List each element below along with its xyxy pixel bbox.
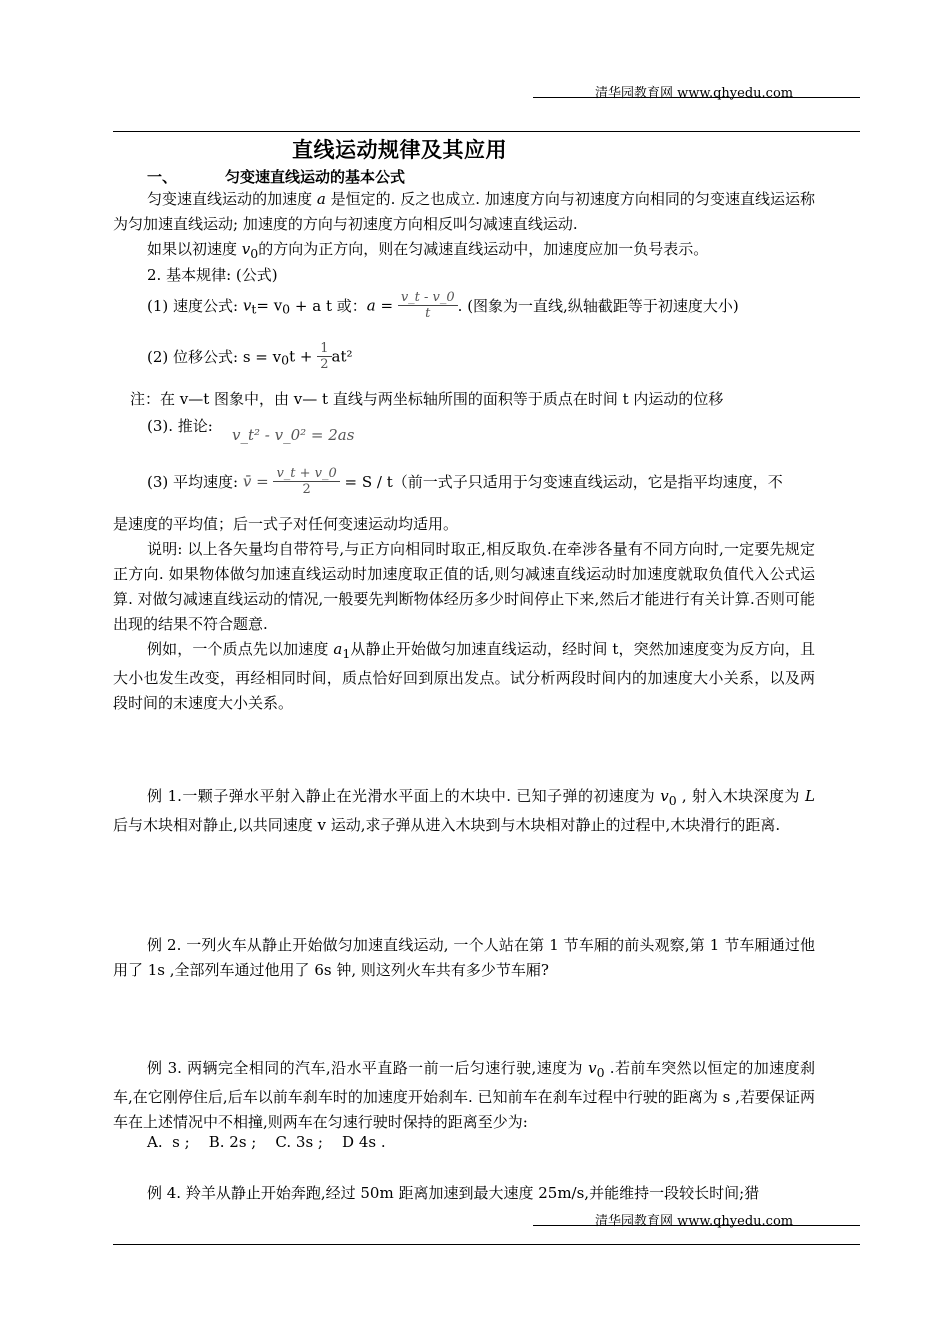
- intro-paragraph-1: [113, 187, 815, 237]
- example-3-options: A. s ; B. 2s ; C. 3s ; D 4s .: [147, 1133, 386, 1151]
- numerator: 1: [317, 341, 331, 357]
- subscript: t: [251, 301, 257, 317]
- fraction: [398, 290, 458, 321]
- var-a: a: [333, 640, 343, 658]
- subscript: 0: [596, 1065, 605, 1080]
- subscript: 0: [282, 301, 291, 317]
- example-1: [113, 784, 815, 838]
- top-divider: [113, 131, 860, 132]
- numerator: v_t + v_0: [273, 466, 339, 482]
- subscript: 0: [281, 352, 290, 368]
- formula-label: (1) 速度公式:: [147, 297, 243, 315]
- footer-rule: [533, 1225, 860, 1226]
- corollary-label: (3). 推论:: [147, 417, 213, 435]
- var-v: v: [588, 1059, 597, 1077]
- var: v: [242, 296, 252, 315]
- text: = S / t（前一式子只适用于匀变速直线运动，它是指平均速度，不: [339, 473, 783, 491]
- example-3: [113, 1056, 815, 1135]
- text: at²: [331, 347, 353, 366]
- text: 如果以初速度: [147, 240, 242, 258]
- text: 例 3. 两辆完全相同的汽车,沿水平直路一前一后匀速行驶,速度为: [147, 1059, 589, 1077]
- section-label: 匀变速直线运动的基本公式: [225, 168, 406, 186]
- explanation-paragraph: 说明: 以上各矢量均自带符号,与正方向相同时取正,相反取负.在牵涉各量有不同方向时,一定要先规定正方向. 如果物体做匀加速直线运动时加速度取正值的话,则匀减速直线运动时加速度就取负值代入公式运算. 对做匀减速直线运动的情况,一般要先判断物体经历多少时间停止下来,然后才能进行有关计算.否则可能出现的结果不符合题意.: [113, 540, 815, 633]
- average-velocity-formula: [147, 466, 783, 497]
- text: 从静止开始做匀加速直线运动，经时间 t，突然加速度变为反方向，且大小也发生改变，再经相同时间，质点恰好回到原出发点。试分析两段时间内的加速度大小关系，以及两段时间的末速度大小关系。: [113, 640, 815, 712]
- velocity-formula: [147, 290, 739, 321]
- text: 例 1.一颗子弹水平射入静止在光滑水平面上的木块中. 已知子弹的初速度为: [147, 787, 661, 805]
- example-intro: [113, 637, 815, 716]
- denominator: t: [425, 306, 431, 321]
- rules-heading: 2. 基本规律: (公式): [147, 266, 278, 284]
- displacement-formula: [147, 341, 352, 372]
- page-title: 直线运动规律及其应用: [292, 138, 507, 162]
- section-heading: [147, 166, 405, 187]
- numerator: v_t - v_0: [398, 290, 458, 306]
- var-v: v: [660, 787, 669, 805]
- var-a: a: [316, 190, 326, 208]
- page-footer: [533, 1210, 860, 1229]
- vt-graph-note: 注：在 v—t 图象中，由 v— t 直线与两坐标轴所围的面积等于质点在时间 t 内运动的位移: [130, 390, 724, 408]
- footer-site: 清华园教育网 www.qhyedu.com: [595, 1214, 794, 1229]
- text: .若前车突然以恒定的加速度刹车,在它刚停住后,后车以前车刹车时的加速度开始刹车. 已知前车在刹车过程中行驶的距离为 s ,若要保证两车在上述情况中不相撞,则两车在匀速行驶时保持的距离至少为:: [113, 1059, 815, 1131]
- text: 后与木块相对静止,以共同速度 v 运动,求子弹从进入木块到与木块相对静止的过程中,木块滑行的距离.: [113, 816, 781, 834]
- equals: =: [251, 472, 274, 491]
- section-number: 一、: [147, 168, 178, 186]
- fraction: [273, 466, 339, 497]
- page-header: [533, 82, 860, 101]
- text: 是恒定的. 反之也成立. 加速度方向与初速度方向相同的匀变速直线运运称为匀加速直线运动; 加速度的方向与初速度方向相反叫匀减速直线运动.: [113, 190, 815, 233]
- example-4: 例 4. 羚羊从静止开始奔跑,经过 50m 距离加速到最大速度 25m/s,并能维持一段较长时间;猎: [147, 1184, 760, 1202]
- corollary-formula: v_t² - v_0² = 2as: [232, 426, 355, 444]
- header-site: 清华园教育网 www.qhyedu.com: [595, 86, 794, 101]
- text: t +: [289, 347, 318, 366]
- fraction: [317, 341, 331, 372]
- var-L: L: [805, 787, 815, 805]
- denominator: 2: [302, 482, 311, 497]
- formula-label: (3) 平均速度:: [147, 473, 243, 491]
- denominator: 2: [320, 357, 329, 372]
- var-v: v: [241, 240, 251, 258]
- a-equals: a =: [366, 296, 398, 315]
- text: 的方向为正方向，则在匀减速直线运动中，加速度应加一负号表示。: [258, 240, 709, 258]
- example-2: 例 2. 一列火车从静止开始做匀加速直线运动, 一个人站在第 1 节车厢的前头观察,第 1 节车厢通过他用了 1s ,全部列车通过他用了 6s 钟, 则这列火车共有多少节车厢?: [113, 936, 815, 979]
- formula-note: . (图象为一直线,纵轴截距等于初速度大小): [457, 297, 739, 315]
- bottom-divider: [113, 1244, 860, 1245]
- text: 例如，一个质点先以加速度: [147, 640, 334, 658]
- subscript: 1: [342, 646, 351, 661]
- text: , 射入木块深度为: [676, 787, 806, 805]
- text: = v: [256, 296, 283, 315]
- header-rule: [533, 97, 860, 98]
- formula-label: (2) 位移公式: s = v: [147, 348, 282, 366]
- subscript: 0: [250, 246, 259, 261]
- text: 匀变速直线运动的加速度: [147, 190, 317, 208]
- text: + a t 或：: [290, 297, 367, 315]
- average-velocity-continuation: 是速度的平均值；后一式子对任何变速运动均适用。: [113, 515, 459, 533]
- subscript: 0: [668, 793, 677, 808]
- v-bar: v̄: [242, 472, 252, 491]
- intro-paragraph-2: [113, 237, 815, 266]
